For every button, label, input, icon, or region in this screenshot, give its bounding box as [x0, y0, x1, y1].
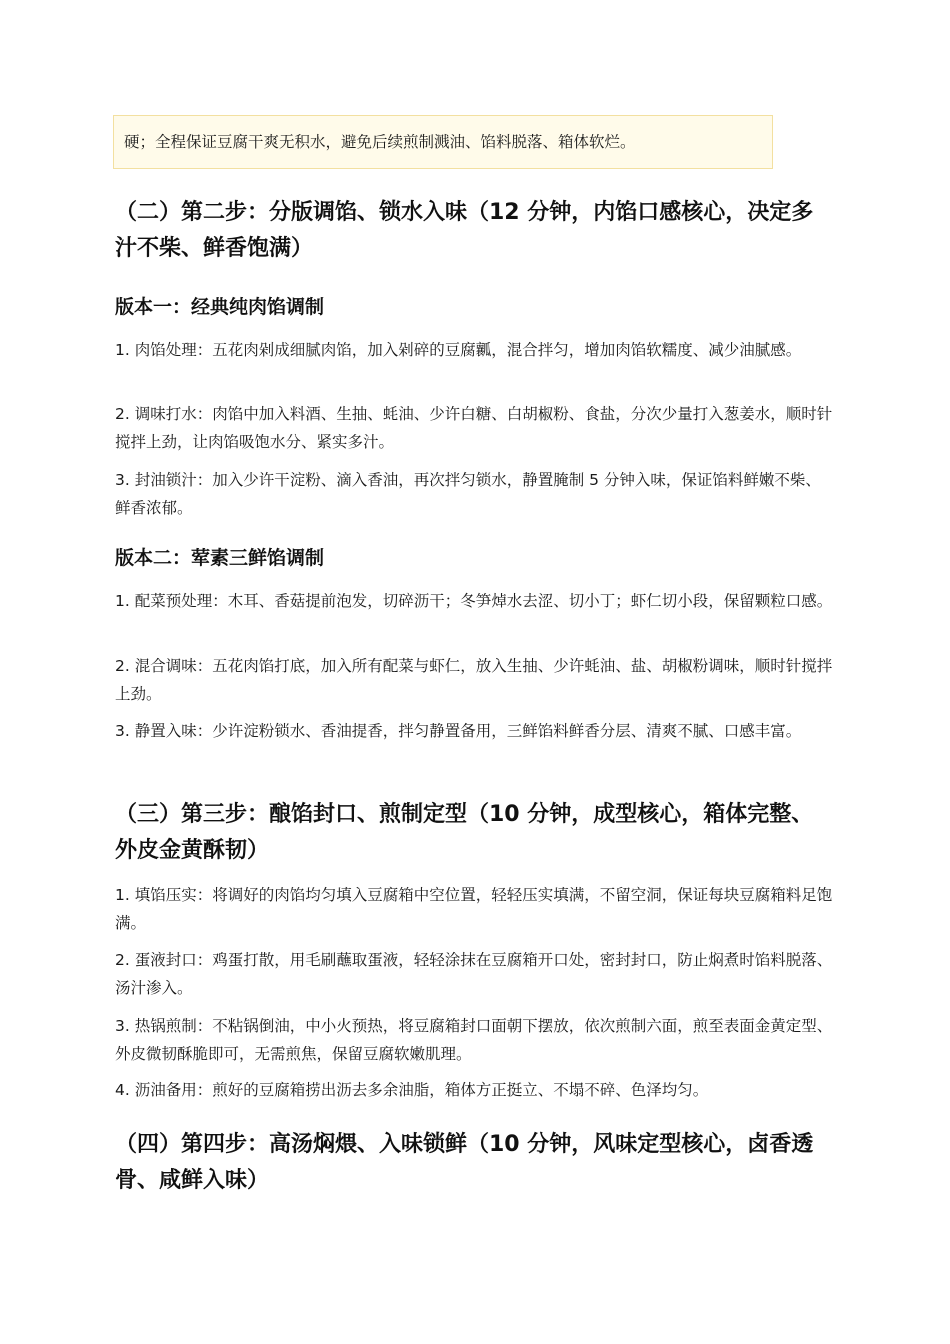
list-item: 1. 肉馅处理：五花肉剁成细腻肉馅，加入剁碎的豆腐瓤，混合拌匀，增加肉馅软糯度、减少油腻感。 [115, 341, 802, 359]
section-heading-step3: （三）第三步：酿馅封口、煎制定型（10 分钟，成型核心，箱体完整、外皮金黄酥韧） [115, 802, 814, 863]
list-item: 3. 封油锁汁：加入少许干淀粉、滴入香油，再次拌匀锁水，静置腌制 5 分钟入味，保证馅料鲜嫩不柴、鲜香浓郁。 [115, 471, 821, 517]
note-text: 硬；全程保证豆腐干爽无积水，避免后续煎制溅油、馅料脱落、箱体软烂。 [124, 132, 636, 151]
list-item: 1. 配菜预处理：木耳、香菇提前泡发，切碎沥干；冬笋焯水去涩、切小丁；虾仁切小段，保留颗粒口感。 [115, 592, 833, 610]
list-item: 1. 填馅压实：将调好的肉馅均匀填入豆腐箱中空位置，轻轻压实填满，不留空洞，保证每块豆腐箱料足饱满。 [115, 886, 833, 932]
list-item: 4. 沥油备用：煎好的豆腐箱捞出沥去多余油脂，箱体方正挺立、不塌不碎、色泽均匀。 [115, 1081, 709, 1099]
section-heading-step4: （四）第四步：高汤焖煨、入味锁鲜（10 分钟，风味定型核心，卤香透骨、咸鲜入味） [115, 1132, 814, 1193]
section-heading-step2: （二）第二步：分版调馅、锁水入味（12 分钟，内馅口感核心，决定多汁不柴、鲜香饱满） [115, 200, 814, 261]
list-item: 2. 调味打水：肉馅中加入料酒、生抽、蚝油、少许白糖、白胡椒粉、食盐，分次少量打入葱姜水，顺时针搅拌上劲，让肉馅吸饱水分、紧实多汁。 [115, 405, 833, 451]
list-item: 3. 热锅煎制：不粘锅倒油，中小火预热，将豆腐箱封口面朝下摆放，依次煎制六面，煎至表面金黄定型、外皮微韧酥脆即可，无需煎焦，保留豆腐软嫩肌理。 [115, 1017, 833, 1063]
subheading-version2: 版本二：荤素三鲜馅调制 [115, 547, 325, 569]
list-item: 3. 静置入味：少许淀粉锁水、香油提香，拌匀静置备用，三鲜馅料鲜香分层、清爽不腻、口感丰富。 [115, 722, 802, 740]
note-box [113, 115, 773, 169]
list-item: 2. 混合调味：五花肉馅打底，加入所有配菜与虾仁，放入生抽、少许蚝油、盐、胡椒粉调味，顺时针搅拌上劲。 [115, 657, 833, 703]
list-item: 2. 蛋液封口：鸡蛋打散，用毛刷蘸取蛋液，轻轻涂抹在豆腐箱开口处，密封封口，防止焖煮时馅料脱落、汤汁渗入。 [115, 951, 833, 997]
subheading-version1: 版本一：经典纯肉馅调制 [115, 296, 325, 318]
